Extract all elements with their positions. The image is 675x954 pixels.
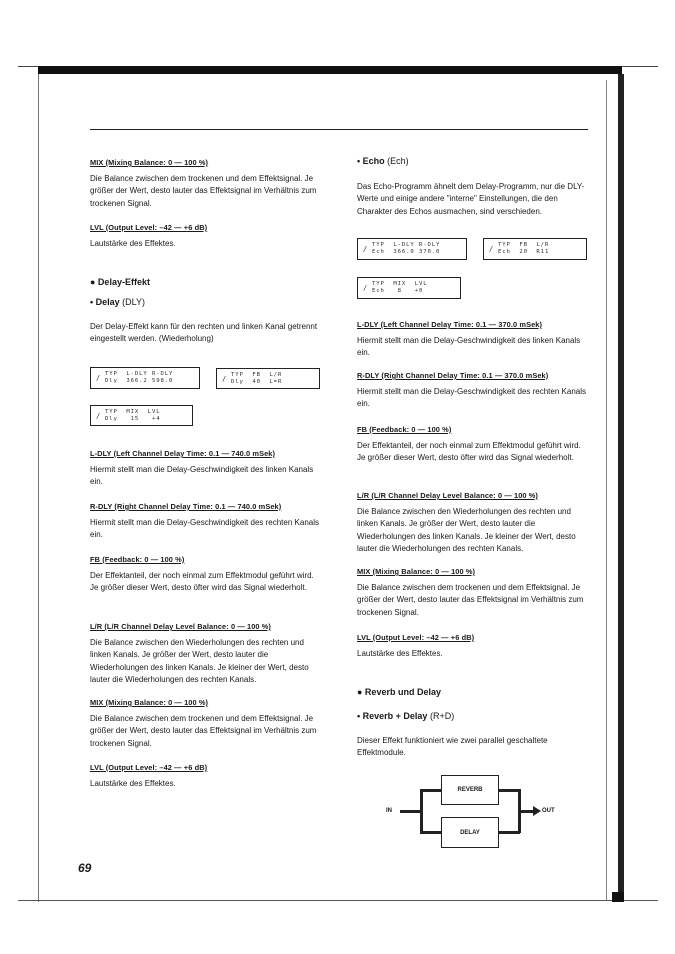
- lcd-tick: /: [363, 284, 369, 292]
- echo-intro: Das Echo-Programm ähnelt dem Delay-Programm, nur die DLY-Werte und einige andere "interne" Einstellungen, die den Charakter des Echos ausmachen, sind verschieden.: [357, 182, 585, 216]
- page-top-bar: [38, 66, 622, 74]
- ldly-text: Hiermit stellt man die Delay-Geschwindigkeit des linken Kanals ein.: [90, 465, 314, 487]
- fb-heading: FB (Feedback: 0 — 100 %): [90, 555, 185, 564]
- echo-mix-text: Die Balance zwischen dem trockenen und dem Effektsignal. Je größer der Wert, desto lauter das Effektsignal im Verhältnis zum trockenen Signal.: [357, 583, 584, 617]
- lcd-line-1: TYP FB L/R: [498, 242, 550, 248]
- echo-fb-text: Der Effektanteil, der noch einmal zum Effektmodul geführt wird. Je größer dieser Wert, desto öfter wird das Signal wiederholt.: [357, 441, 581, 463]
- delay-intro: Der Delay-Effekt kann für den rechten und linken Kanal getrennt eingestellt werden. (Wiederholung): [90, 322, 318, 344]
- rdly-text: Hiermit stellt man die Delay-Geschwindigkeit des rechten Kanals ein.: [90, 518, 319, 540]
- page-right-thin-line: [606, 80, 607, 900]
- lcd-tick: /: [222, 375, 228, 383]
- lcd-line-2: Dly 15 +4: [105, 416, 161, 422]
- lcd-line-2: Dly 40 L=R: [231, 379, 283, 385]
- diagram-in-wire: [400, 810, 421, 813]
- lcd-echo-1: [357, 238, 467, 260]
- lcd-delay-1: [90, 367, 200, 389]
- lcd-echo-2: [483, 238, 587, 260]
- rdly-heading: R-DLY (Right Channel Delay Time: 0.1 — 740.0 mSek): [90, 502, 282, 511]
- echo-rdly-text: Hiermit stellt man die Delay-Geschwindigkeit des rechten Kanals ein.: [357, 387, 586, 409]
- lcd-line-1: TYP L-DLY R-DLY: [372, 242, 441, 248]
- echo-ldly-text: Hiermit stellt man die Delay-Geschwindigkeit des linken Kanals ein.: [357, 336, 581, 358]
- lcd-tick: /: [96, 412, 102, 420]
- lcd-line-2: Ech 8 +0: [372, 288, 424, 294]
- delay-subtitle-rest: (DLY): [119, 297, 146, 307]
- page-bottom-line: [18, 900, 658, 901]
- echo-fb-heading: FB (Feedback: 0 — 100 %): [357, 425, 452, 434]
- reverb-subtitle-bold: • Reverb + Delay: [357, 711, 428, 721]
- delay-subtitle: [90, 297, 145, 307]
- lcd-echo-3: [357, 277, 461, 299]
- lcd-line-1: TYP FB L/R: [231, 372, 283, 378]
- reverb-subtitle: [357, 711, 454, 721]
- reverb-intro: Dieser Effekt funktioniert wie zwei parallel geschaltete Effektmodule.: [357, 736, 548, 758]
- page-bottom-corner: [612, 892, 624, 902]
- lcd-delay-3: [90, 405, 193, 426]
- lcd-line-1: TYP MIX LVL: [105, 409, 161, 415]
- mix1-text: Die Balance zwischen dem trockenen und dem Effektsignal. Je größer der Wert, desto lauter das Effektsignal im Verhältnis zum trockenen Signal.: [90, 174, 317, 208]
- echo-rdly-heading: R-DLY (Right Channel Delay Time: 0.1 — 370.0 mSek): [357, 371, 549, 380]
- diagram-wire: [499, 831, 520, 834]
- echo-ldly-heading: L-DLY (Left Channel Delay Time: 0.1 — 370.0 mSek): [357, 320, 543, 329]
- lcd-line-1: TYP MIX LVL: [372, 281, 428, 287]
- lcd-line-1: TYP L-DLY R-DLY: [105, 371, 174, 377]
- echo-subtitle-rest: (Ech): [384, 156, 409, 166]
- diagram-reverb-box: REVERB: [441, 775, 499, 805]
- diagram-out-label: OUT: [542, 808, 555, 814]
- mix1-heading: MIX (Mixing Balance: 0 — 100 %): [90, 158, 209, 167]
- delay-subtitle-bold: • Delay: [90, 297, 120, 307]
- lcd-line-2: Ech 20 R11: [498, 249, 550, 255]
- page-right-bar: [618, 74, 624, 902]
- diagram-wire: [420, 831, 441, 834]
- reverb-delay-diagram: [380, 770, 570, 855]
- lcd-tick: /: [96, 374, 102, 382]
- mix2-heading: MIX (Mixing Balance: 0 — 100 %): [90, 698, 209, 707]
- mix2-text: Die Balance zwischen dem trockenen und dem Effektsignal. Je größer der Wert, desto lauter das Effektsignal im Verhältnis zum trockenen Signal.: [90, 714, 317, 748]
- delay-section-title: ● Delay-Effekt: [90, 277, 150, 287]
- reverb-section-title: ● Reverb und Delay: [357, 687, 441, 697]
- echo-subtitle: [357, 156, 409, 166]
- lcd-line-2: Ech 366.0 370.0: [372, 249, 441, 255]
- diagram-left-rail: [420, 789, 423, 833]
- page-left-line: [38, 74, 39, 902]
- lvl1-heading: LVL (Output Level: –42 — +6 dB): [90, 223, 208, 232]
- diagram-wire: [420, 789, 441, 792]
- reverb-subtitle-rest: (R+D): [427, 711, 455, 721]
- diagram-delay-box: DELAY: [441, 817, 499, 848]
- lvl2-heading: LVL (Output Level: –42 — +6 dB): [90, 763, 208, 772]
- lcd-tick: /: [489, 245, 495, 253]
- page-number: 69: [78, 861, 92, 875]
- echo-lvl-text: Lautstärke des Effektes.: [357, 649, 443, 658]
- lr-text: Die Balance zwischen den Wiederholungen des rechten und linken Kanals. Je größer der Wert, desto lauter die Wiederholungen des linken Kanals. Je kleiner der Wert, desto lauter die Wiederholungen des rechten Kanals.: [90, 638, 309, 684]
- diagram-in-label: IN: [386, 808, 392, 814]
- echo-mix-heading: MIX (Mixing Balance: 0 — 100 %): [357, 567, 476, 576]
- lcd-line-2: Dly 366.2 598.0: [105, 378, 174, 384]
- lcd-delay-2: [216, 368, 320, 389]
- lr-heading: L/R (L/R Channel Delay Level Balance: 0 — 100 %): [90, 622, 271, 631]
- fb-text: Der Effektanteil, der noch einmal zum Effektmodul geführt wird. Je größer dieser Wert, desto öfter wird das Signal wiederholt.: [90, 571, 314, 593]
- diagram-arrow-icon: [533, 806, 541, 816]
- lcd-tick: /: [363, 245, 369, 253]
- diagram-wire: [499, 789, 520, 792]
- lvl1-text: Lautstärke des Effektes.: [90, 239, 176, 248]
- echo-lr-heading: L/R (L/R Channel Delay Level Balance: 0 — 100 %): [357, 491, 538, 500]
- ldly-heading: L-DLY (Left Channel Delay Time: 0.1 — 740.0 mSek): [90, 449, 276, 458]
- echo-subtitle-bold: • Echo: [357, 156, 385, 166]
- echo-lvl-heading: LVL (Output Level: –42 — +6 dB): [357, 633, 475, 642]
- header-rule: [90, 129, 588, 130]
- lvl2-text: Lautstärke des Effektes.: [90, 779, 176, 788]
- echo-lr-text: Die Balance zwischen den Wiederholungen des rechten und linken Kanals. Je größer der Wert, desto lauter die Wiederholungen des linken Kanals. Je kleiner der Wert, desto lauter die Wiederholungen des rechten Kanals.: [357, 507, 576, 553]
